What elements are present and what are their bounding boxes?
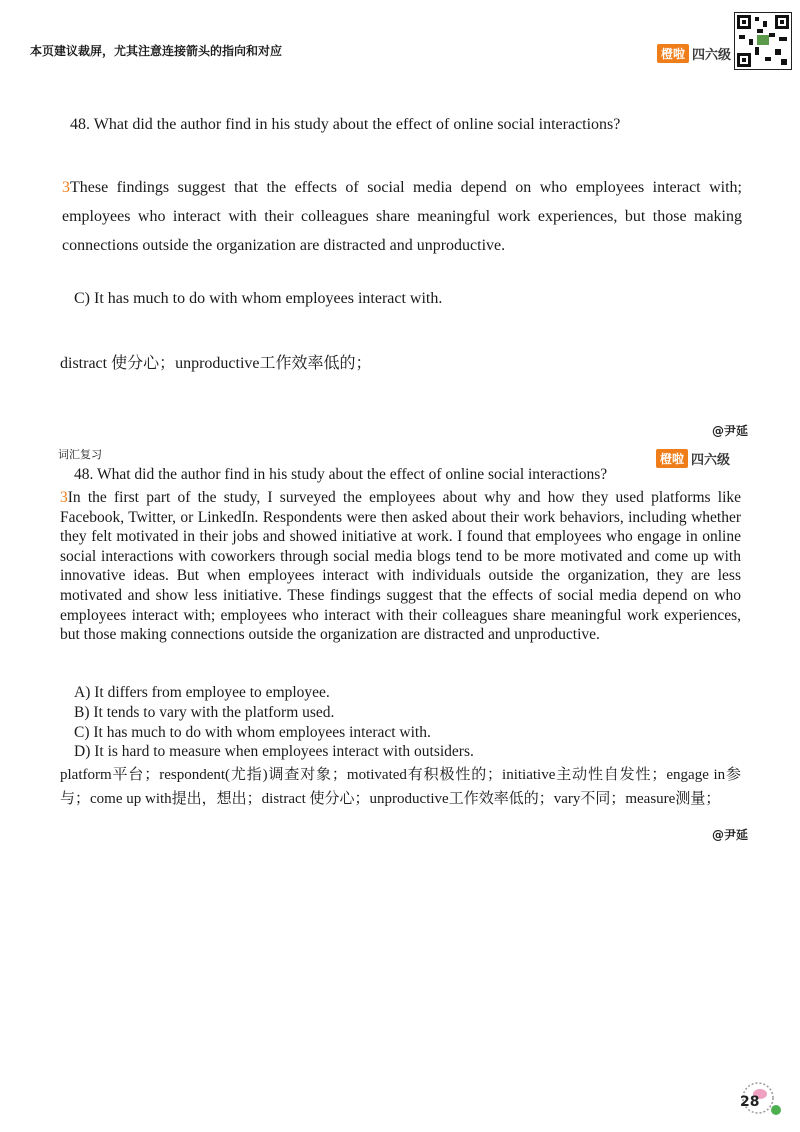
excerpt-text: These findings suggest that the effects of social media depend on who employees interact with; employees who interact with their colleagues share meaningful work experiences, but those making connections outside the organization are distracted and unproductive. [62,179,742,254]
brand-grade: 四六级 [692,48,732,63]
option-c: C) It has much to do with whom employees interact with. [74,723,431,741]
passage-text: In the first part of the study, I surveyed the employees about why and how they used platforms like Facebook, Twitter, or LinkedIn. Respondents were then asked about their work behaviors, including whether they felt motivated in their jobs and showed initiative at work. I found that employees who engage in online social interactions with coworkers through social media blogs tend to be more motivated and come up with innovative ideas. But when employees interact with individuals outside the organization, they are less motivated and show less initiative. These findings suggest that the effects of social media depend on who employees interact with; employees who interact with their colleagues share meaningful work experiences, but those making connections outside the organization are distracted and unproductive. [60,489,741,644]
option-d: D) It is hard to measure when employees interact with outsiders. [74,743,474,761]
brand-logo [657,44,731,63]
brand-logo [656,449,730,468]
brand-tag: 橙啦 [657,44,689,63]
vocabulary-note: distract 使分心；unproductive工作效率低的； [60,355,372,372]
author-signature: @尹延 [712,828,749,842]
page-number: 28 [740,1094,760,1110]
answer-options [74,683,474,762]
paragraph-number: 3 [60,489,68,506]
author-signature: @尹延 [712,424,749,438]
correct-answer: C) It has much to do with whom employees interact with. [74,290,443,307]
excerpt-paragraph [62,173,742,260]
option-a: A) It differs from employee to employee. [74,684,330,701]
question-title: 48. What did the author find in his study about the effect of online social interactions? [70,116,621,133]
brand-tag: 橙啦 [656,449,688,468]
qr-code-icon [734,12,792,70]
paragraph-number: 3 [62,179,70,196]
section-label: 词汇复习 [58,448,102,461]
page-number-badge [736,1080,784,1120]
brand-grade: 四六级 [691,453,731,468]
passage-paragraph [60,488,741,645]
page-note: 本页建议裁屏，尤其注意连接箭头的指向和对应 [30,44,283,58]
option-b: B) It tends to vary with the platform used. [74,703,335,721]
vocabulary-note: platform平台；respondent(尤指)调查对象；motivated有积极性的；initiative主动性自发性；engage in参与；come up with提出，想出；distract 使分心；unproductive工作效率低的；vary不同；measure测量； [60,767,741,807]
question-title: 48. What did the author find in his study about the effect of online social interactions? [74,466,608,483]
